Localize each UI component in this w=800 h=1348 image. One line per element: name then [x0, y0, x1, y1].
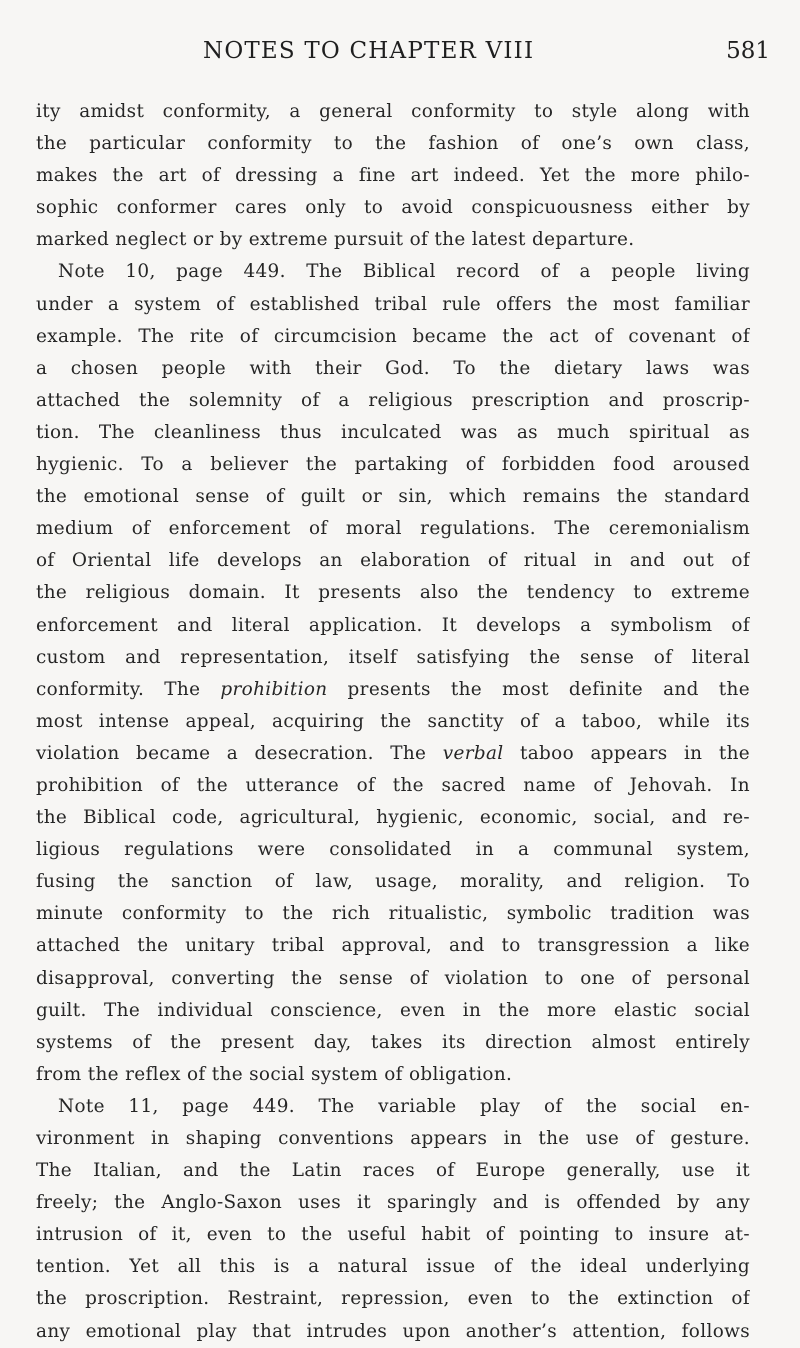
- text-line: prohibition of the utterance of the sacred name of Jehovah. In: [36, 774, 750, 796]
- text-line: attached the unitary tribal approval, and to transgression a like: [36, 935, 750, 957]
- text-line: systems of the present day, takes its direction almost entirely: [36, 1031, 750, 1053]
- text-line: custom and representation, itself satisfying the sense of literal: [36, 646, 750, 668]
- text-line: sophic conformer cares only to avoid conspicuousness either by: [36, 197, 750, 219]
- italic-term: prohibition: [220, 678, 328, 700]
- text-line: marked neglect or by extreme pursuit of the latest departure.: [36, 229, 635, 251]
- chapter-title: NOTES TO CHAPTER VIII: [203, 38, 535, 64]
- text-line: under a system of established tribal rule offers the most familiar: [36, 293, 750, 315]
- text-line: fusing the sanction of law, usage, morality, and religion. To: [36, 871, 750, 893]
- text-line: a chosen people with their God. To the dietary laws was: [36, 357, 750, 379]
- body-text: [36, 96, 750, 1348]
- running-head: [0, 38, 800, 78]
- text-line: medium of enforcement of moral regulations. The ceremonialism: [36, 518, 750, 540]
- text-line: attached the solemnity of a religious prescription and proscrip-: [36, 389, 750, 411]
- text-line: most intense appeal, acquiring the sanctity of a taboo, while its: [36, 710, 750, 732]
- text-line: [36, 674, 750, 706]
- text-segment: taboo appears in the: [503, 742, 750, 764]
- text-line: tion. The cleanliness thus inculcated was as much spiritual as: [36, 421, 750, 443]
- italic-term: verbal: [442, 742, 504, 764]
- text-line: vironment in shaping conventions appears in the use of gesture.: [36, 1128, 750, 1149]
- text-line: makes the art of dressing a fine art indeed. Yet the more philo-: [36, 165, 750, 187]
- text-line: freely; the Anglo-Saxon uses it sparingly and is offended by any: [36, 1192, 750, 1214]
- text-line: Note 11, page 449. The variable play of the social en-: [58, 1095, 750, 1117]
- text-line: Note 10, page 449. The Biblical record of a people living: [58, 261, 750, 283]
- text-line: any emotional play that intrudes upon another’s attention, follows: [36, 1320, 750, 1342]
- text-line: guilt. The individual conscience, even in the more elastic social: [36, 999, 750, 1021]
- text-segment: presents the most definite and the: [327, 678, 750, 700]
- text-line: the religious domain. It presents also the tendency to extreme: [36, 582, 750, 604]
- text-line: the particular conformity to the fashion of one’s own class,: [36, 133, 750, 155]
- text-line: the Biblical code, agricultural, hygienic, economic, social, and re-: [36, 807, 750, 829]
- text-line: of Oriental life develops an elaboration of ritual in and out of: [36, 550, 750, 572]
- text-line: disapproval, converting the sense of violation to one of personal: [36, 967, 750, 989]
- text-line: [36, 738, 750, 770]
- text-segment: violation became a desecration. The: [36, 742, 443, 764]
- text-line: the emotional sense of guilt or sin, which remains the standard: [36, 486, 750, 508]
- text-line: enforcement and literal application. It develops a symbolism of: [36, 614, 750, 636]
- text-line: hygienic. To a believer the partaking of forbidden food aroused: [36, 454, 750, 476]
- text-line: example. The rite of circumcision became the act of covenant of: [36, 325, 750, 347]
- text-line: The Italian, and the Latin races of Europe generally, use it: [36, 1160, 750, 1182]
- text-line: intrusion of it, even to the useful habit of pointing to insure at-: [36, 1224, 750, 1246]
- page-number: 581: [726, 38, 770, 64]
- text-line: ligious regulations were consolidated in a communal system,: [36, 839, 750, 861]
- text-line: tention. Yet all this is a natural issue of the ideal underlying: [36, 1256, 750, 1278]
- text-line: ity amidst conformity, a general conformity to style along with: [36, 101, 750, 122]
- text-line: the proscription. Restraint, repression, even to the extinction of: [36, 1288, 750, 1310]
- text-line: from the reflex of the social system of obligation.: [36, 1063, 513, 1085]
- text-segment: conformity. The: [36, 678, 221, 700]
- text-line: minute conformity to the rich ritualistic, symbolic tradition was: [36, 903, 750, 925]
